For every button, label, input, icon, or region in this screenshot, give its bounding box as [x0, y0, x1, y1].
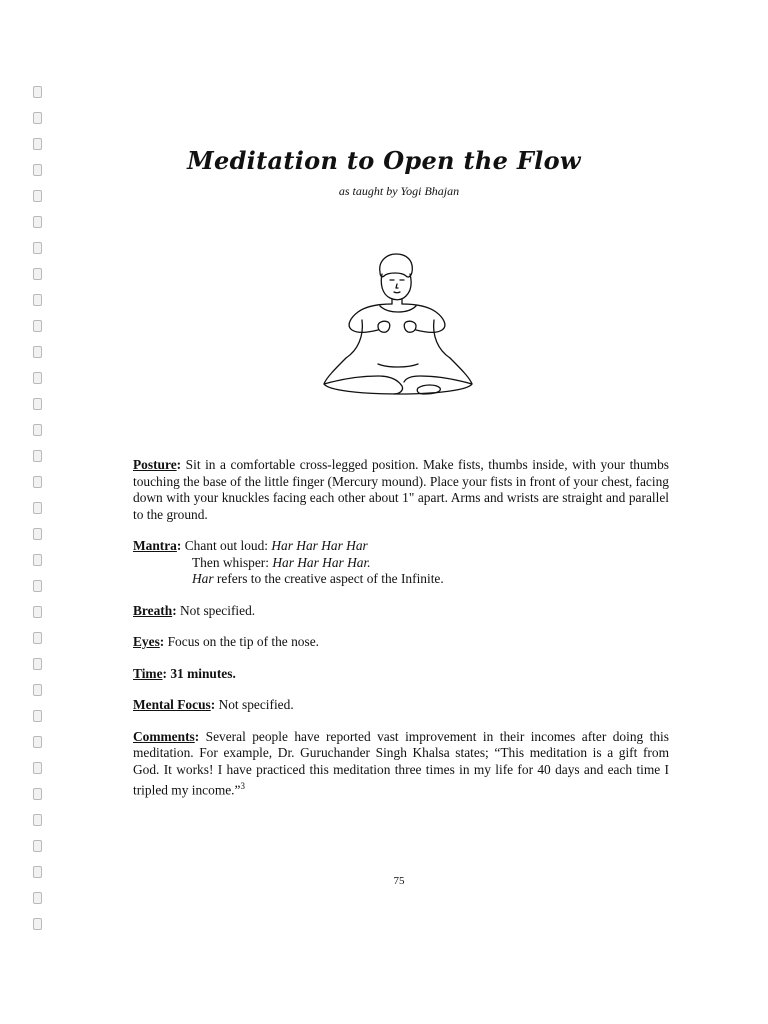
binding-hole	[33, 554, 42, 566]
eyes-text: Focus on the tip of the nose.	[164, 634, 319, 649]
neckline	[380, 306, 416, 312]
instruction-body	[133, 457, 669, 814]
time-text: 31 minutes.	[166, 665, 236, 681]
comments-label: Comments	[133, 728, 195, 744]
right-fist	[404, 321, 416, 332]
left-fist	[378, 321, 390, 332]
right-arm	[402, 304, 445, 332]
mantra-line1-prefix: Chant out loud:	[181, 538, 272, 553]
binding-hole	[33, 840, 42, 852]
mantra-line3-rest: refers to the creative aspect of the Infinite.	[213, 571, 444, 586]
mouth	[394, 292, 400, 293]
breath-label: Breath	[133, 602, 173, 618]
posture-text: Sit in a comfortable cross-legged position. Make fists, thumbs inside, with your thumbs touching the base of the little finger (Mercury mound). Place your fists in front of your chest, facing down with your knuckles facing each other about 1" apart. Arms and wrists are straight and parallel to the ground.	[133, 457, 669, 522]
torso-left	[346, 320, 362, 358]
mantra-line1-mantra: Har Har Har Har	[271, 538, 368, 553]
mental-focus-text: Not specified.	[215, 697, 294, 712]
binding-hole	[33, 736, 42, 748]
eyes-label: Eyes	[133, 634, 160, 649]
spiral-binding	[33, 86, 45, 944]
binding-hole	[33, 788, 42, 800]
skirt-outline	[324, 358, 472, 394]
binding-hole	[33, 450, 42, 462]
binding-hole	[33, 294, 42, 306]
posture-colon: :	[176, 457, 182, 472]
lap-fold	[378, 364, 418, 367]
mental-focus-label: Mental Focus	[133, 697, 211, 712]
binding-hole	[33, 632, 42, 644]
time-colon: :	[162, 665, 167, 681]
binding-hole	[33, 372, 42, 384]
binding-hole	[33, 398, 42, 410]
binding-hole	[33, 918, 42, 930]
posture-label: Posture	[133, 457, 177, 472]
mental-focus-colon: :	[210, 697, 216, 712]
meditating-figure-illustration	[318, 250, 478, 405]
binding-hole	[33, 580, 42, 592]
comments-text: Several people have reported vast improvement in their incomes after doing this meditation. For example, Dr. Guruchander Singh Khalsa states; “This meditation is a gift from God. It works! I have practiced this meditation three times in my life for 40 days and each time I tripled my income.”	[133, 728, 669, 798]
comments-section	[133, 729, 669, 799]
binding-hole	[33, 684, 42, 696]
mantra-label: Mantra	[133, 538, 177, 553]
mantra-line3-word: Har	[192, 571, 214, 586]
binding-hole	[33, 502, 42, 514]
binding-hole	[33, 476, 42, 488]
time-label: Time	[133, 665, 163, 681]
binding-hole	[33, 658, 42, 670]
binding-hole	[33, 86, 42, 98]
time-section	[133, 666, 669, 683]
binding-hole	[33, 892, 42, 904]
footnote-marker: 3	[240, 781, 245, 791]
binding-hole	[33, 814, 42, 826]
posture-section	[133, 457, 669, 523]
eyes-section	[133, 634, 669, 651]
hair-bun	[380, 254, 413, 277]
right-leg	[404, 376, 472, 384]
mental-focus-section	[133, 697, 669, 714]
binding-hole	[33, 268, 42, 280]
binding-hole	[33, 112, 42, 124]
binding-hole	[33, 710, 42, 722]
page-title: Meditation to Open the Flow	[187, 146, 581, 175]
comments-colon: :	[194, 728, 200, 744]
mantra-colon: :	[176, 538, 182, 553]
binding-hole	[33, 242, 42, 254]
binding-hole	[33, 216, 42, 228]
left-arm	[349, 304, 392, 332]
breath-section	[133, 603, 669, 620]
torso-right	[434, 320, 450, 358]
mantra-section	[133, 538, 669, 588]
breath-text: Not specified.	[176, 602, 256, 618]
mantra-line2-prefix: Then whisper:	[192, 554, 273, 570]
binding-hole	[33, 606, 42, 618]
breath-colon: :	[172, 602, 177, 618]
left-leg	[324, 376, 403, 394]
mantra-line2-mantra: Har Har Har Har.	[272, 554, 371, 570]
binding-hole	[33, 320, 42, 332]
page-subtitle: as taught by Yogi Bhajan	[338, 184, 460, 198]
binding-hole	[33, 346, 42, 358]
binding-hole	[33, 528, 42, 540]
nose	[396, 284, 398, 288]
page-number: 75	[393, 875, 405, 887]
binding-hole	[33, 762, 42, 774]
binding-hole	[33, 424, 42, 436]
eyes-colon: :	[159, 634, 165, 649]
